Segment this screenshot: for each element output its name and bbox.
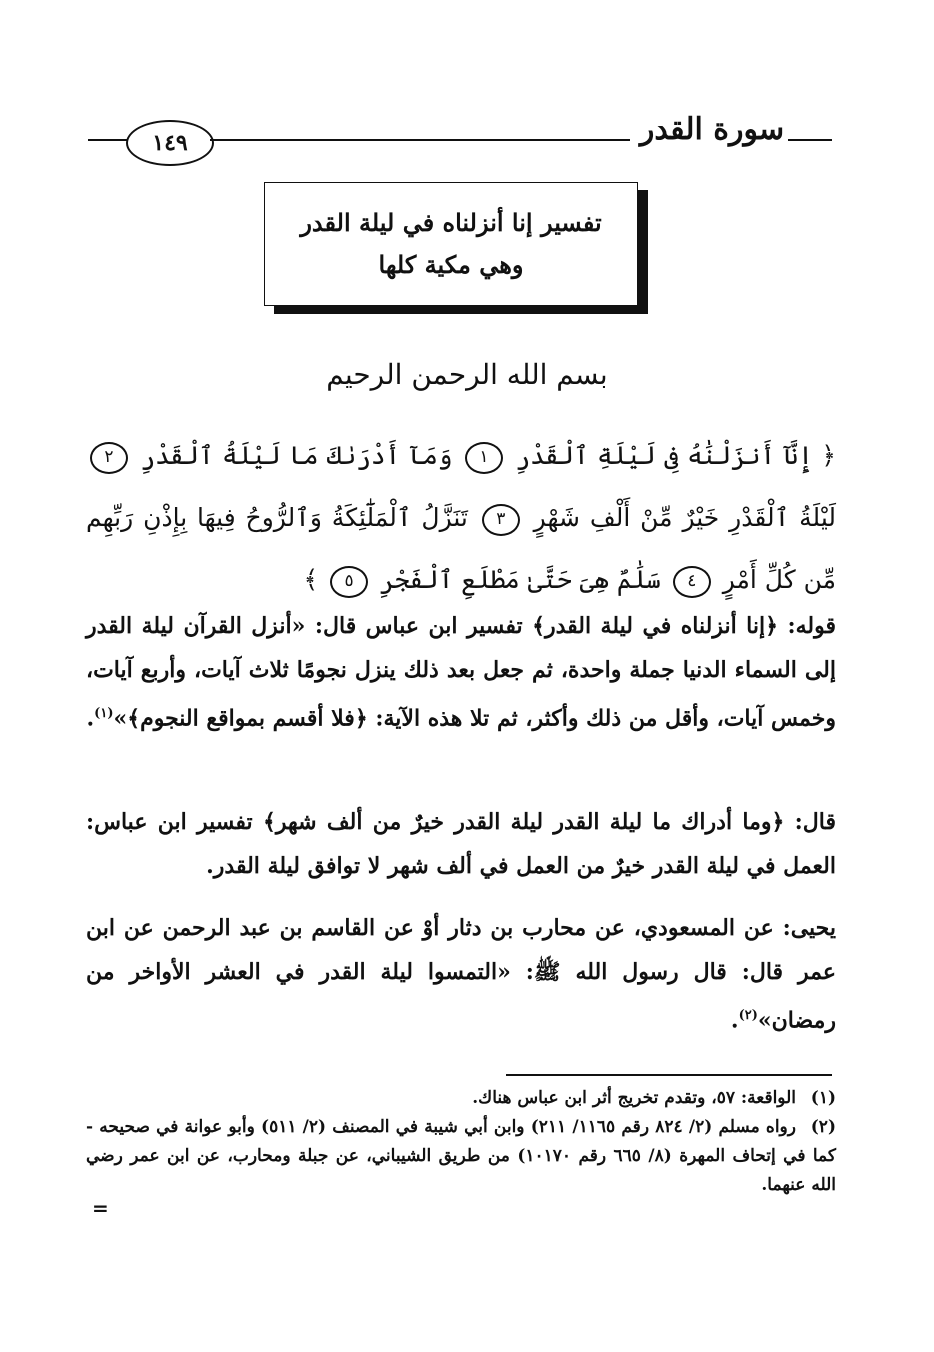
- footnote-text: رواه مسلم (٢/ ٨٢٤ رقم ١١٦٥/ ٢١١) وابن أبي شيبة في المصنف (٢/ ٥١١) وأبو عوانة في صحيحه - كما في إتحاف المهرة (٨/ ٦٦٥ رقم ١٠١٧٠) من طريق الشيباني، عن جبلة ومحارب، عن ابن عمر رضي الله عنهما.: [86, 1117, 836, 1195]
- basmala: بسم الله الرحمن الرحيم: [326, 358, 608, 391]
- paragraph-text: قوله: ﴿إنا أنزلناه في ليلة القدر﴾ تفسير ابن عباس قال: «أنزل القرآن ليلة القدر إلى السماء الدنيا جملة واحدة، ثم جعل بعد ذلك ينزل نجومًا ثلاث آيات، وأربع آيات، وخمس آيات، وأقل من ذلك وأكثر، ثم تلا هذه الآية: ﴿فلا أقسم بمواقع النجوم﴾»: [86, 613, 836, 732]
- ayah-number-marker: ٤: [673, 566, 711, 598]
- paragraph-text: يحيى: عن المسعودي، عن محارب بن دثار أوْ عن القاسم بن عبد الرحمن عن ابن عمر قال: قال رسول الله ﷺ: «التمسوا ليلة القدر في العشر الأواخر من رمضان»: [86, 915, 836, 1034]
- footnote: [86, 1113, 836, 1200]
- footnote-reference[interactable]: (١): [94, 706, 114, 721]
- paragraph-end: .: [730, 1007, 739, 1034]
- page-header: [88, 108, 832, 168]
- ayah-number-marker: ٣: [482, 504, 520, 536]
- ornate-bracket-open: ﴿: [821, 441, 837, 470]
- commentary-paragraph: [86, 906, 836, 1042]
- ayah-text: إِنَّآ أَنزَلْنَٰهُ فِى لَيْلَةِ ٱلْقَدْرِ: [515, 441, 813, 470]
- ayah-number-marker: ٥: [330, 566, 368, 598]
- header-rule: [88, 139, 128, 141]
- footnote-separator: [506, 1074, 832, 1076]
- surah-title: سورة القدر: [639, 112, 785, 147]
- ayah-text: تَنَزَّلُ ٱلْمَلَٰٓئِكَةُ وَٱلرُّوحُ فِيهَا بِإِذْنِ رَبِّهِم مِّن كُلِّ أَمْرٍ: [86, 503, 836, 594]
- paragraph-end: .: [86, 705, 95, 732]
- commentary-paragraph: [86, 800, 836, 888]
- commentary-paragraph: [86, 604, 836, 740]
- paragraph-text: قال: ﴿وما أدراك ما ليلة القدر ليلة القدر خيرٌ من ألف شهر﴾ تفسير ابن عباس: العمل في ليلة القدر خيرٌ من العمل في ألف شهر لا توافق ليلة القدر.: [86, 809, 836, 879]
- page-number: ١٤٩: [126, 120, 214, 166]
- ayah-number-marker: ١: [465, 442, 503, 474]
- ayah-text: سَلَٰمٌ هِىَ حَتَّىٰ مَطْلَعِ ٱلْفَجْرِ: [380, 565, 661, 594]
- footnote-reference[interactable]: (٢): [738, 1008, 758, 1023]
- footnote: [86, 1084, 836, 1113]
- footnote-number: (٢): [810, 1117, 836, 1137]
- continuation-mark: =: [92, 1196, 109, 1220]
- header-rule: [210, 139, 630, 141]
- chapter-title-box: [264, 182, 638, 306]
- ornate-bracket-close: ﴾: [303, 565, 319, 594]
- ayah-number-marker: ٢: [90, 442, 128, 474]
- header-rule: [788, 139, 832, 141]
- ayah-text: وَمَآ أَدْرَىٰكَ مَا لَيْلَةُ ٱلْقَدْرِ: [140, 441, 453, 470]
- quran-verses: [86, 425, 836, 611]
- ayah-text: لَيْلَةُ ٱلْقَدْرِ خَيْرٌ مِّنْ أَلْفِ شَهْرٍ: [533, 503, 836, 532]
- footnotes: [86, 1084, 836, 1200]
- footnote-number: (١): [810, 1088, 836, 1108]
- chapter-title-line-2: وهي مكية كلها: [378, 250, 524, 279]
- footnote-text: الواقعة: ٥٧، وتقدم تخريج أثر ابن عباس هناك.: [472, 1088, 796, 1108]
- chapter-title-line-1: تفسير إنا أنزلناه في ليلة القدر: [300, 208, 602, 237]
